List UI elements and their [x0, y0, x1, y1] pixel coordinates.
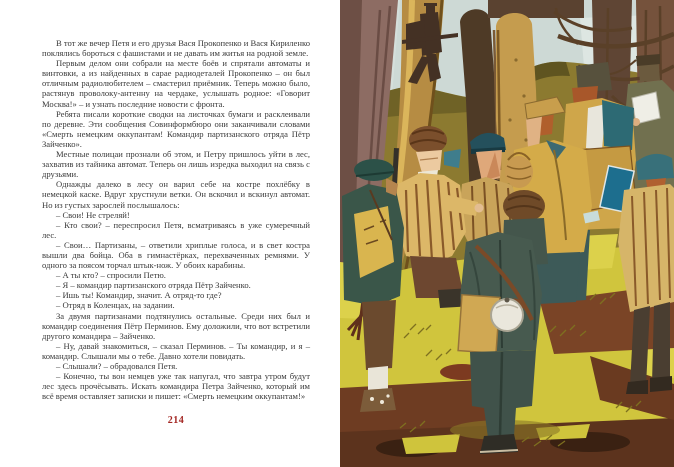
paragraph-dialogue: – Конечно, ты вон немцев уже так напугал, что завтра утром будут лес здесь прочёсывать. Искать командира Петра Зайченко, который им всё время оставляет записки и пишет: «Смерть немецким оккупантам!» [42, 371, 310, 402]
paragraph: Однажды далеко в лесу он варил себе на костре похлёбку в немецкой каске. Вдруг хрустнули ветки. Он вскочил и вскинул автомат. Но из густых зарослей послышалось: [42, 179, 310, 210]
paragraph: Ребята писали короткие сводки на листочках бумаги и расклеивали по деревне. Эти сообщения Совинформбюро они заканчивали словами «Смерть немецким оккупантам! Командир партизанского отряда Пётр Зайченко». [42, 108, 310, 149]
paragraph-dialogue: – Я – командир партизанского отряда Пётр Зайченко. [56, 280, 251, 291]
paragraph: Местные полицаи прознали об этом, и Петру пришлось уйти в лес, захватив из тайника автомат. Теперь он лишь изредка выходил на связь с друзьями. [42, 149, 310, 180]
basket [505, 153, 533, 188]
paragraph: В тот же вечер Петя и его друзья Вася Прокопенко и Вася Кириленко поклялись бороться с фашистами и не давать им житья на родной земле. [42, 38, 310, 59]
book-illustration [340, 0, 674, 467]
paragraph-dialogue: – А ты кто? – спросили Петю. [56, 270, 166, 281]
paragraph-dialogue: – Свои! Не стреляй! [56, 209, 130, 220]
paragraph: Первым делом они собрали на месте боёв и спрятали автоматы и винтовки, а из найденных в сарае радиодеталей Прокопенко – он был отличным радиолюбителем – смастерил приёмник. Теперь можно было, растянув проволоку-антенну на чердаке, услышать родное: «Говорит Москва!» – и узнать последние новости с фронта. [42, 58, 310, 109]
left-page [42, 38, 310, 438]
paragraph-dialogue: – Ну, давай знакомиться, – сказал Перминов. – Ты командир, и я – командир. Слышали мы о тебе. Давно хотели повидать. [42, 340, 310, 361]
paragraph-dialogue: – Отряд в Коленцах, на задании. [56, 300, 175, 311]
page-number: 214 [167, 415, 185, 426]
paragraph-dialogue: – Кто свои? – переспросил Петя, всматриваясь в уже сумеречный лес. [42, 219, 310, 240]
paragraph: За двумя партизанами подтянулись остальные. Среди них был и командир соединения Пётр Перминов. Ему доложили, что вот встретили другого командира – Зайченко. [42, 310, 310, 341]
paragraph-dialogue: – Ишь ты! Командир, значит. А отряд-то где? [56, 290, 222, 301]
paragraph-dialogue: – Слышали? – обрадовался Петя. [56, 361, 178, 371]
paragraph-dialogue: – Свои… Партизаны, – ответили хриплые голоса, и в свет костра вышли два бойца. Оба в гимнастёрках, перехваченных ремнями. У одного за поясом торчал штык-нож. У обоих карабины. [42, 239, 310, 271]
